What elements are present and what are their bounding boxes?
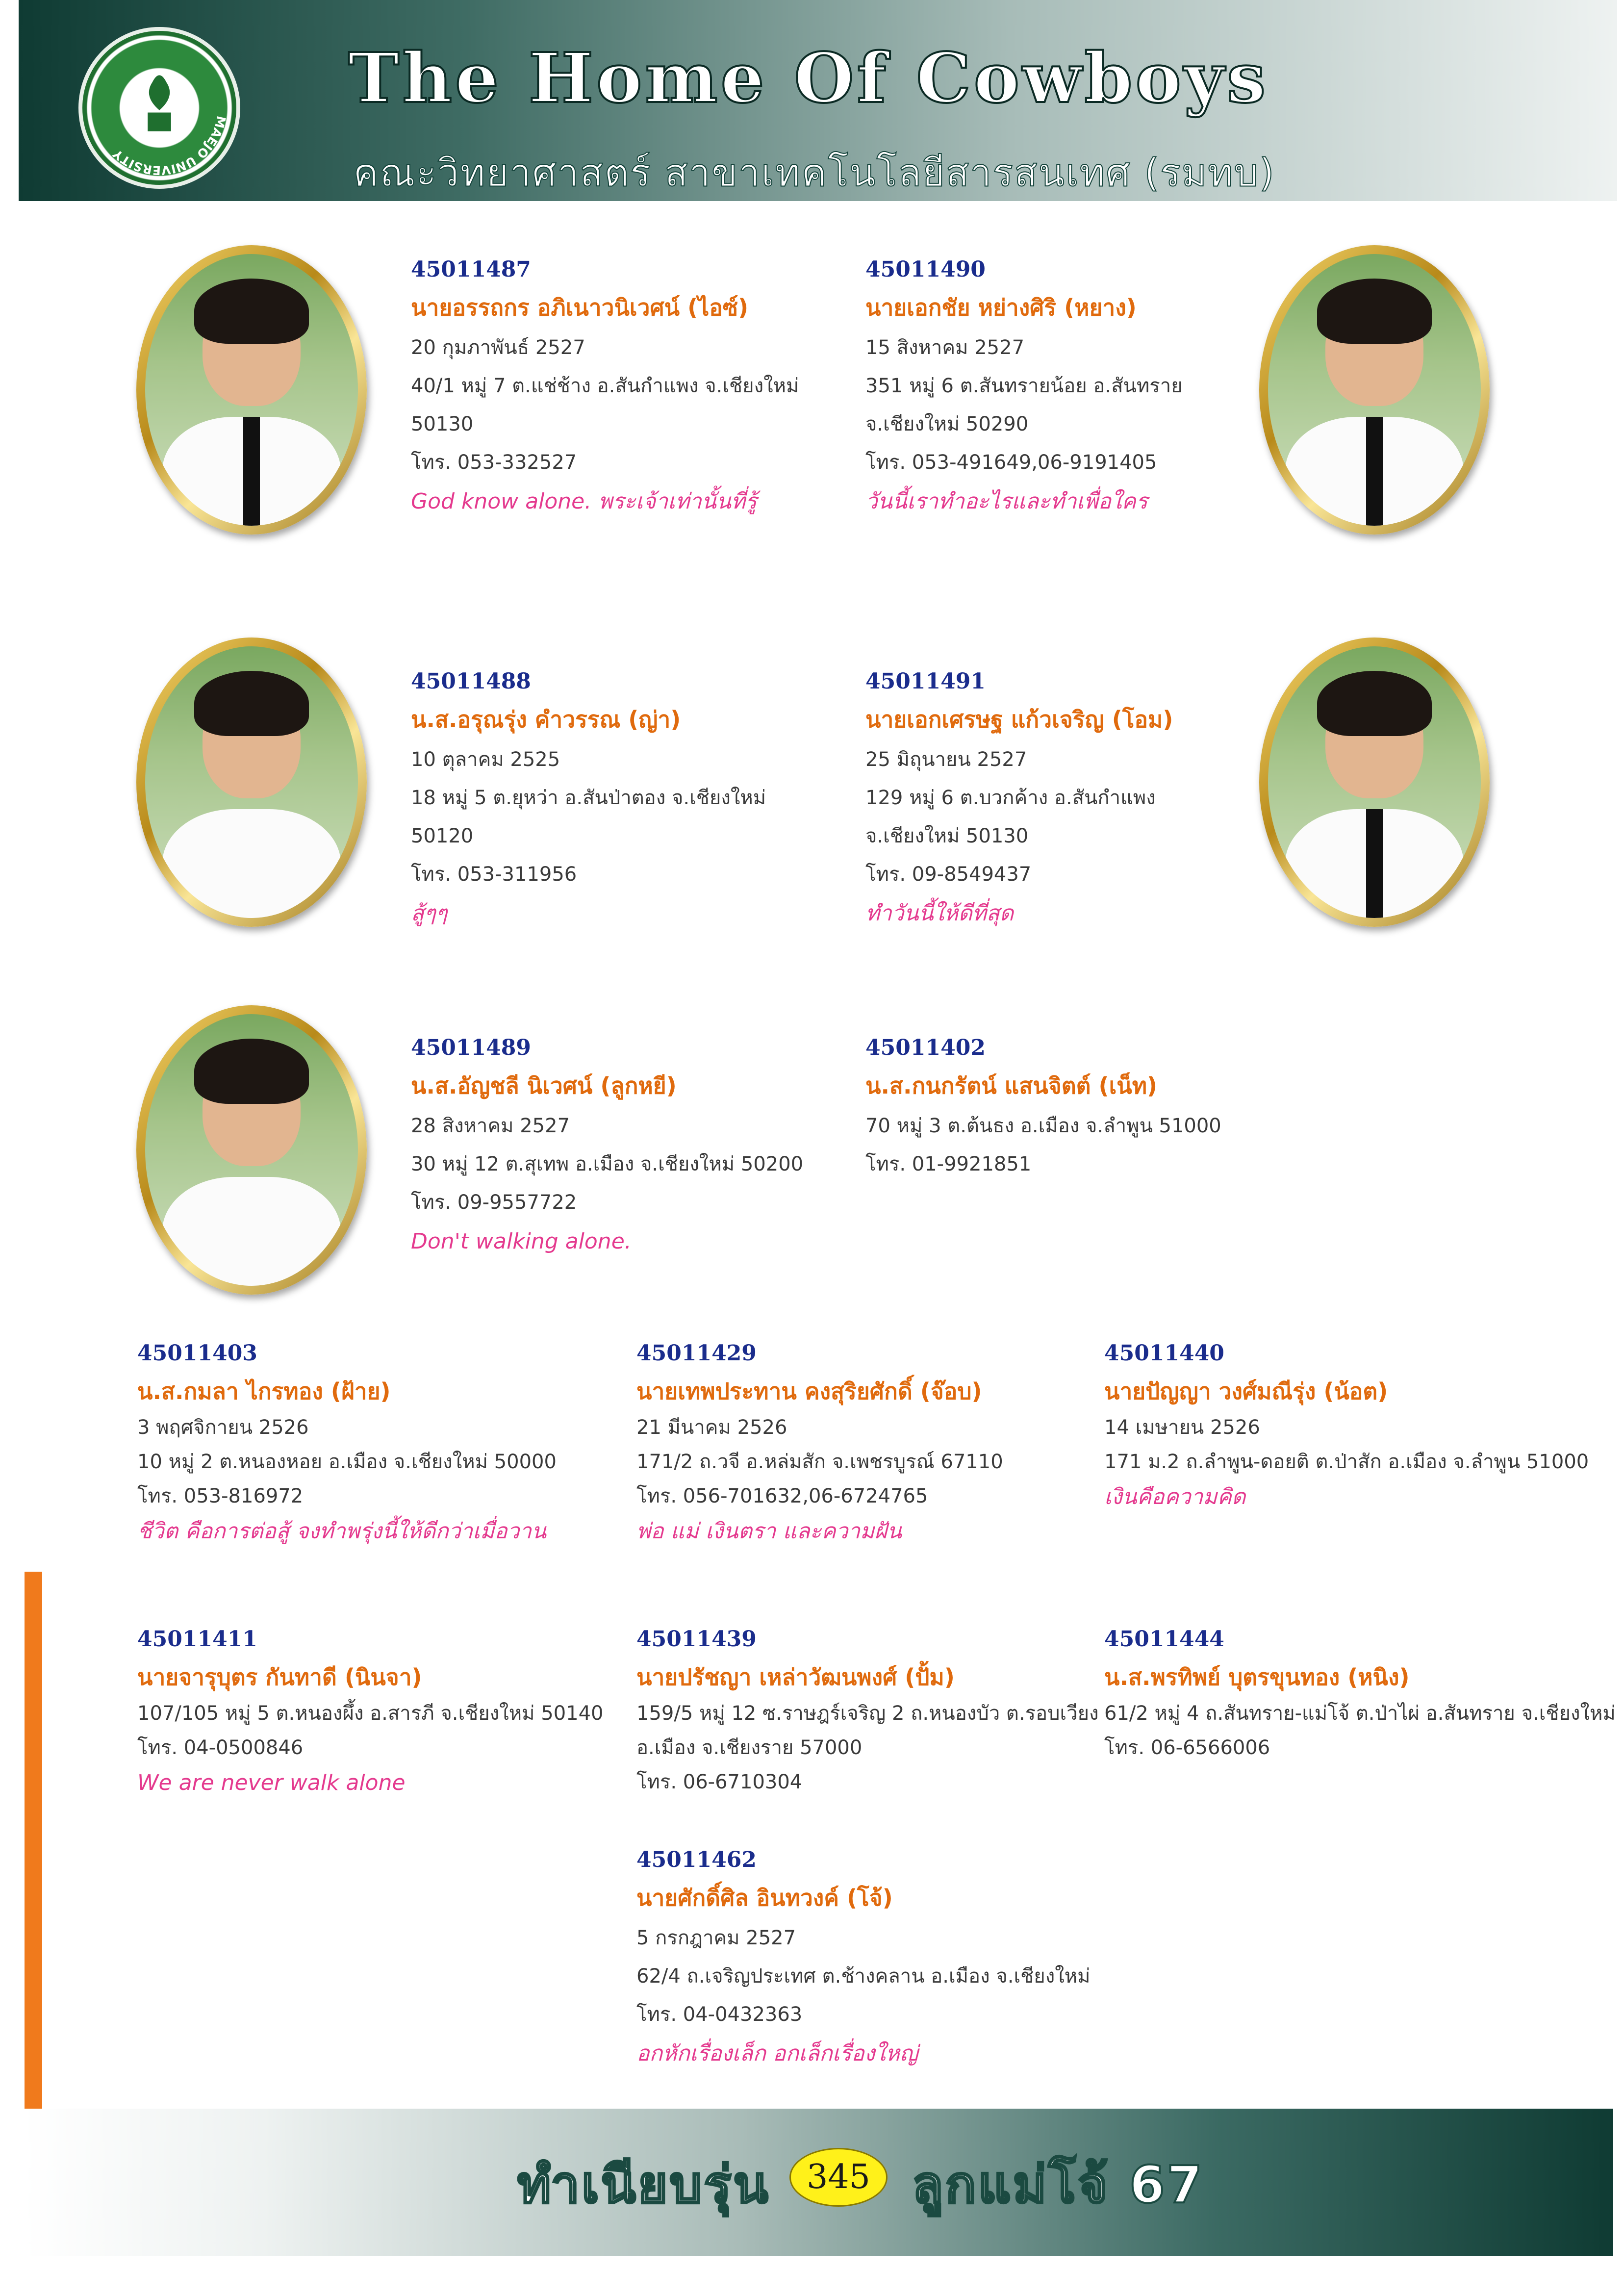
footer-class-label: ลูกแม่โจ้ 67 — [912, 2155, 1205, 2215]
portrait-45011489 — [136, 1005, 367, 1295]
student-card — [865, 669, 1173, 927]
student-card — [411, 669, 766, 927]
student-motto: Don't walking alone. — [411, 1228, 632, 1254]
student-id: 45011490 — [865, 257, 986, 282]
student-birthdate: 10 ตุลาคม 2525 — [411, 748, 560, 771]
student-address: 70 หมู่ 3 ต.ต้นธง อ.เมือง จ.ลำพูน 51000 — [865, 1114, 1221, 1137]
student-id: 45011489 — [411, 1035, 531, 1060]
student-card — [636, 1848, 1091, 2067]
student-name: น.ส.พรทิพย์ บุตรขุนทอง (หนิง) — [1104, 1663, 1410, 1690]
student-birthdate: 25 มิถุนายน 2527 — [865, 748, 1027, 771]
student-id: 45011487 — [411, 257, 531, 282]
portrait-45011487 — [136, 245, 367, 535]
student-address: 171/2 ถ.วจี อ.หล่มสัก จ.เพชรบูรณ์ 67110 — [636, 1450, 1003, 1473]
student-name: น.ส.กมลา ไกรทอง (ฝ้าย) — [137, 1377, 391, 1404]
student-motto: อกหักเรื่องเล็ก อกเล็กเรื่องใหญ่ — [636, 2040, 918, 2066]
student-birthdate: 14 เมษายน 2526 — [1104, 1416, 1260, 1439]
student-card — [411, 1036, 803, 1255]
student-address: 61/2 หมู่ 4 ถ.สันทราย-แม่โจ้ ต.ป่าไผ่ อ.สันทราย จ.เชียงใหม่ — [1104, 1702, 1616, 1725]
student-phone: โทร. 09-8549437 — [865, 863, 1032, 886]
student-name: นายจารุบุตร กันทาดี (นินจา) — [137, 1663, 422, 1690]
student-motto: God know alone. พระเจ้าเท่านั้นที่รู้ — [411, 488, 757, 514]
student-motto: พ่อ แม่ เงินตรา และความฝัน — [636, 1518, 902, 1544]
student-address: 10 หมู่ 2 ต.หนองหอย อ.เมือง จ.เชียงใหม่ 50000 — [137, 1450, 557, 1473]
student-address-2: อ.เมือง จ.เชียงราย 57000 — [636, 1736, 863, 1759]
student-address: 107/105 หมู่ 5 ต.หนองผึ้ง อ.สารภี จ.เชียงใหม่ 50140 — [137, 1702, 604, 1725]
student-address-2: จ.เชียงใหม่ 50130 — [865, 824, 1029, 847]
student-motto: วันนี้เราทำอะไรและทำเพื่อใคร — [865, 488, 1148, 514]
student-phone: โทร. 053-491649,06-9191405 — [865, 451, 1157, 474]
university-logo — [78, 27, 240, 189]
student-card — [137, 1627, 604, 1796]
student-id: 45011429 — [636, 1341, 757, 1366]
page-subtitle: คณะวิทยาศาสตร์ สาขาเทคโนโลยีสารสนเทศ (รมทบ) — [353, 151, 1275, 195]
student-card — [865, 1036, 1221, 1176]
student-phone: โทร. 053-311956 — [411, 863, 577, 886]
student-id: 45011439 — [636, 1627, 757, 1652]
student-address-2: 50120 — [411, 824, 474, 847]
page-title: The Home Of Cowboys — [348, 38, 1269, 119]
student-id: 45011411 — [137, 1627, 257, 1652]
student-name: นายปัญญา วงศ์มณีรุ่ง (น้อต) — [1104, 1377, 1388, 1404]
student-name: นายเอกเศรษฐ แก้วเจริญ (โอม) — [865, 706, 1173, 733]
student-birthdate: 20 กุมภาพันธ์ 2527 — [411, 336, 585, 359]
student-motto: สู้ๆๆ — [411, 900, 448, 926]
student-birthdate: 3 พฤศจิกายน 2526 — [137, 1416, 309, 1439]
student-card — [1104, 1627, 1616, 1760]
student-address: 171 ม.2 ถ.ลำพูน-ดอยติ ต.ป่าสัก อ.เมือง จ.ลำพูน 51000 — [1104, 1450, 1589, 1473]
logo-emblem-icon — [82, 31, 236, 185]
student-card — [137, 1341, 557, 1545]
student-phone: โทร. 04-0500846 — [137, 1736, 304, 1759]
student-address: 18 หมู่ 5 ต.ยุหว่า อ.สันป่าตอง จ.เชียงใหม่ — [411, 786, 766, 809]
portrait-45011490 — [1259, 245, 1490, 535]
svg-text:MAEJO UNIVERSITY: MAEJO UNIVERSITY — [110, 114, 229, 178]
student-id: 45011444 — [1104, 1627, 1224, 1652]
student-birthdate: 28 สิงหาคม 2527 — [411, 1114, 570, 1137]
student-id: 45011440 — [1104, 1341, 1224, 1366]
student-address: 129 หมู่ 6 ต.บวกค้าง อ.สันกำแพง — [865, 786, 1156, 809]
student-id: 45011491 — [865, 669, 986, 694]
student-id: 45011488 — [411, 669, 531, 694]
student-name: นายเอกชัย หย่างศิริ (หยาง) — [865, 294, 1137, 321]
student-phone: โทร. 01-9921851 — [865, 1152, 1032, 1175]
student-phone: โทร. 09-9557722 — [411, 1191, 577, 1214]
student-phone: โทร. 04-0432363 — [636, 2003, 803, 2026]
student-motto: ชีวิต คือการต่อสู้ จงทำพรุ่งนี้ให้ดีกว่าเมื่อวาน — [137, 1518, 547, 1544]
student-id: 45011403 — [137, 1341, 257, 1366]
student-id: 45011402 — [865, 1035, 986, 1060]
student-name: นายอรรถกร อภิเนาวนิเวศน์ (ไอซ์) — [411, 294, 749, 321]
footer-yearbook-label: ทำเนียบรุ่น — [517, 2155, 770, 2215]
student-address-2: 50130 — [411, 412, 474, 435]
student-card — [865, 257, 1183, 515]
student-name: นายศักดิ์ศิล อินทวงค์ (โจ้) — [636, 1884, 893, 1911]
page-number: 345 — [789, 2148, 888, 2207]
student-birthdate: 15 สิงหาคม 2527 — [865, 336, 1025, 359]
student-name: น.ส.อัญชลี นิเวศน์ (ลูกหยี) — [411, 1072, 677, 1099]
portrait-45011491 — [1259, 638, 1490, 927]
student-phone: โทร. 053-332527 — [411, 451, 577, 474]
student-card — [636, 1341, 1003, 1545]
student-name: น.ส.อรุณรุ่ง คำวรรณ (ญ่า) — [411, 706, 681, 733]
student-motto: เงินคือความคิด — [1104, 1484, 1246, 1509]
portrait-45011488 — [136, 638, 367, 927]
student-birthdate: 21 มีนาคม 2526 — [636, 1416, 787, 1439]
student-address-2: จ.เชียงใหม่ 50290 — [865, 412, 1029, 435]
student-address: 159/5 หมู่ 12 ซ.ราษฎร์เจริญ 2 ถ.หนองบัว ต.รอบเวียง — [636, 1702, 1099, 1725]
student-address: 30 หมู่ 12 ต.สุเทพ อ.เมือง จ.เชียงใหม่ 50200 — [411, 1152, 804, 1175]
student-phone: โทร. 056-701632,06-6724765 — [636, 1484, 928, 1507]
student-phone: โทร. 06-6710304 — [636, 1770, 803, 1793]
student-motto: ทำวันนี้ให้ดีที่สุด — [865, 900, 1014, 926]
student-motto: We are never walk alone — [137, 1770, 406, 1795]
student-address: 351 หมู่ 6 ต.สันทรายน้อย อ.สันทราย — [865, 374, 1183, 397]
student-card — [636, 1627, 1099, 1794]
student-phone: โทร. 06-6566006 — [1104, 1736, 1270, 1759]
student-address: 62/4 ถ.เจริญประเทศ ต.ช้างคลาน อ.เมือง จ.เชียงใหม่ — [636, 1964, 1091, 1988]
student-name: น.ส.กนกรัตน์ แสนจิตต์ (เน็ท) — [865, 1072, 1158, 1099]
student-birthdate: 5 กรกฎาคม 2527 — [636, 1926, 796, 1949]
student-phone: โทร. 053-816972 — [137, 1484, 304, 1507]
student-name: นายปรัชญา เหล่าวัฒนพงศ์ (ปั้ม) — [636, 1663, 955, 1690]
student-name: นายเทพประทาน คงสุริยศักดิ์ (จ๊อบ) — [636, 1377, 982, 1404]
student-card — [411, 257, 799, 515]
student-card — [1104, 1341, 1589, 1510]
student-address: 40/1 หมู่ 7 ต.แช่ช้าง อ.สันกำแพง จ.เชียงใหม่ — [411, 374, 799, 397]
side-accent-bar — [25, 1572, 42, 2114]
student-id: 45011462 — [636, 1847, 757, 1872]
